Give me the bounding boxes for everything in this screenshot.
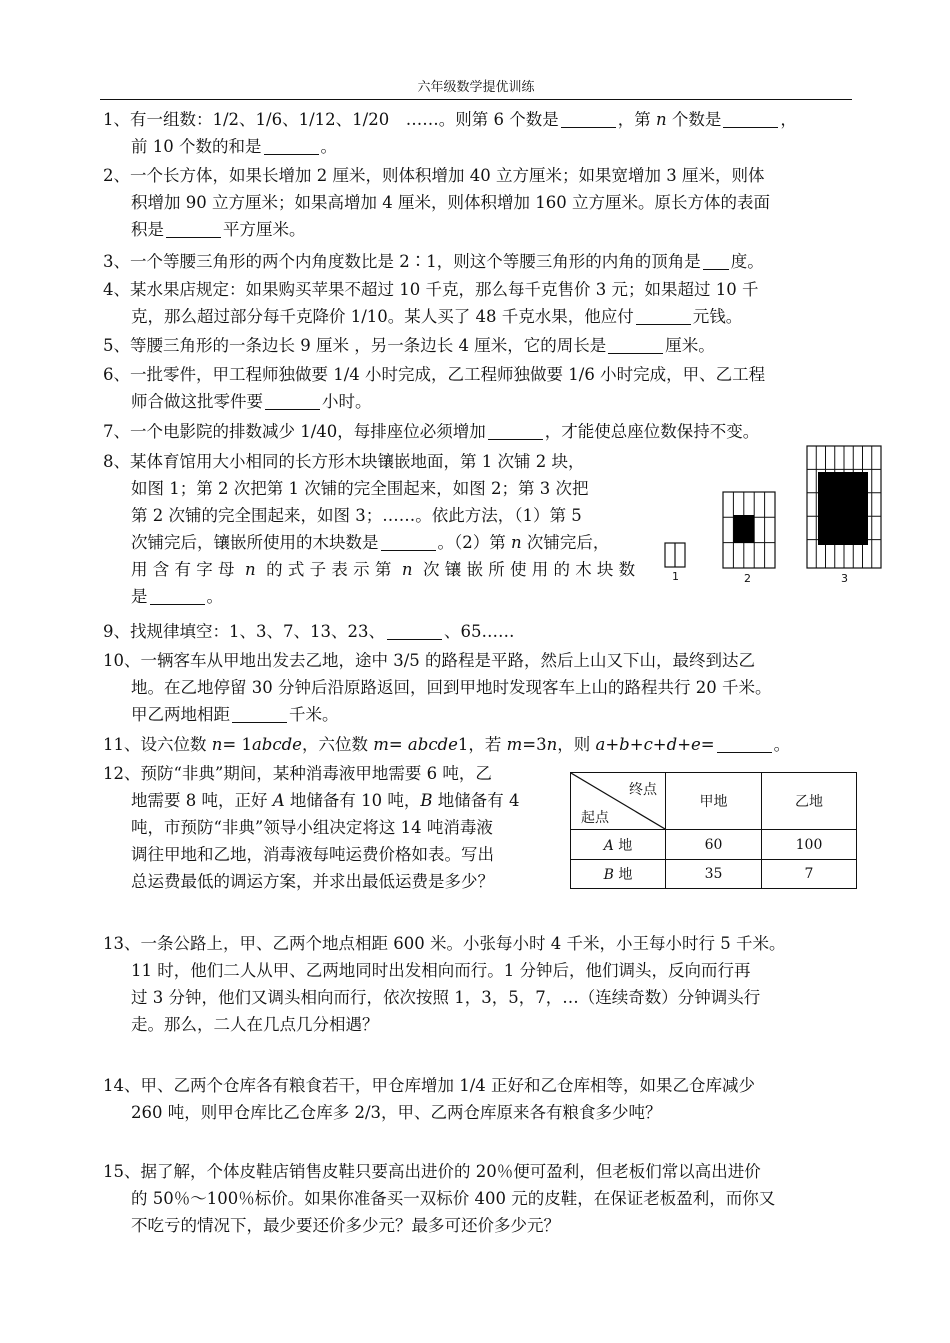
question-13: 13、一条公路上，甲、乙两个地点相距 600 米。小张每小时 4 千米，小王每小时行 5 千米。 11 时，他们二人从甲、乙两地同时出发相向而行。1 分钟后，他们调头，反向而行再 过 3 分钟，他们又调头相向而行，依次按照 1，3，5，7，…（连续奇数）分钟调头行 走。那么，二人在几点几分相遇？ [103, 934, 786, 1034]
table-row [571, 830, 857, 860]
answer-blank [150, 588, 205, 605]
table-header-row [571, 773, 857, 830]
answer-blank [264, 138, 319, 155]
answer-blank [717, 736, 772, 753]
tiling-figure-2 [722, 491, 776, 569]
question-14: 14、甲、乙两个仓库各有粮食若干，甲仓库增加 1/4 正好和乙仓库相等，如果乙仓库减少 260 吨，则甲仓库比乙仓库多 2/3，甲、乙两仓库原来各有粮食多少吨？ [103, 1076, 756, 1122]
header-rule [100, 99, 852, 100]
figure-3-label: 3 [841, 572, 848, 585]
answer-blank [232, 706, 287, 723]
table-cell: 35 [666, 860, 762, 889]
answer-blank [387, 623, 442, 640]
question-4: 4、某水果店规定：如果购买苹果不超过 10 千克，那么每千克售价 3 元；如果超过 10 千 克，那么超过部分每千克降价 1/10。某人买了 48 千克水果，他应付 元钱。 [103, 280, 759, 326]
column-header: 乙地 [762, 773, 857, 830]
table-corner-cell [571, 773, 666, 830]
question-15: 15、据了解，个体皮鞋店销售皮鞋只要高出进价的 20％便可盈利，但老板们常以高出进价 的 50％～100％标价。如果你准备买一双标价 400 元的皮鞋，在保证老板盈利，而你又 不吃亏的情况下，最少要还价多少元？最多可还价多少元？ [103, 1162, 776, 1235]
figure-1-label: 1 [672, 570, 679, 583]
row-header: A 地 [571, 830, 666, 860]
question-7: 7、一个电影院的排数减少 1/40，每排座位必须增加 ，才能使总座位数保持不变。 [103, 422, 760, 441]
corner-end-label: 终点 [629, 782, 657, 798]
question-8: 8、某体育馆用大小相同的长方形木块镶嵌地面，第 1 次铺 2 块， 如图 1；第 2 次把第 1 次铺的完全围起来，如图 2；第 3 次把 第 2 次铺的完全围起来，如图 3；……。依此方法，（1）第 5 次铺完后，镶嵌所使用的木块数是 。（2）第 n 次铺完后， 用 含 有 字 母 n 的 式 子 表 示 第 n 次 镶 嵌 所 使 用 的 木 块 数 是 。 [103, 452, 636, 606]
question-6: 6、一批零件，甲工程师独做要 1/4 小时完成，乙工程师独做要 1/6 小时完成，甲、乙工程 师合做这批零件要 小时。 [103, 365, 766, 411]
row-header: B 地 [571, 860, 666, 889]
table-cell: 60 [666, 830, 762, 860]
freight-cost-table [570, 772, 857, 889]
page-header: 六年级数学提优训练 [417, 80, 535, 95]
answer-blank [381, 534, 436, 551]
answer-blank [636, 308, 691, 325]
tiling-figure-3 [806, 445, 882, 569]
answer-blank [488, 423, 543, 440]
table-cell: 7 [762, 860, 857, 889]
answer-blank [608, 337, 663, 354]
answer-blank [166, 221, 221, 238]
question-11: 11、设六位数 n= 1abcde，六位数 m= abcde1，若 m=3n，则 a+b+c+d+e= 。 [103, 735, 791, 754]
question-12: 12、预防“非典”期间，某种消毒液甲地需要 6 吨，乙 地需要 8 吨，正好 A 地储备有 10 吨，B 地储备有 4 吨，市预防“非典”领导小组决定将这 14 吨消毒液 调往甲地和乙地，消毒液每吨运费价格如表。写出 总运费最低的调运方案，并求出最低运费是多少？ [103, 764, 520, 891]
answer-blank [703, 253, 729, 270]
tiling-figure-1 [664, 542, 686, 568]
question-5: 5、等腰三角形的一条边长 9 厘米 ，另一条边长 4 厘米，它的周长是 厘米。 [103, 336, 715, 355]
question-3: 3、一个等腰三角形的两个内角度数比是 2∶1，则这个等腰三角形的内角的顶角是 度。 [103, 252, 764, 271]
table-cell: 100 [762, 830, 857, 860]
corner-start-label: 起点 [581, 810, 609, 826]
question-9: 9、找规律填空：1、3、7、13、23、 、65…… [103, 622, 515, 641]
answer-blank [723, 111, 778, 128]
answer-blank [561, 111, 616, 128]
figure-2-label: 2 [744, 572, 751, 585]
answer-blank [265, 393, 320, 410]
question-2: 2、一个长方体，如果长增加 2 厘米，则体积增加 40 立方厘米；如果宽增加 3 厘米，则体 积增加 90 立方厘米；如果高增加 4 厘米，则体积增加 160 立方厘米。原长方体的表面 积是 平方厘米。 [103, 166, 770, 239]
table-row [571, 860, 857, 889]
column-header: 甲地 [666, 773, 762, 830]
question-10: 10、一辆客车从甲地出发去乙地，途中 3/5 的路程是平路，然后上山又下山，最终到达乙 地。在乙地停留 30 分钟后沿原路返回，回到甲地时发现客车上山的路程共行 20 千米。 甲乙两地相距 千米。 [103, 651, 772, 724]
question-1: 1、有一组数：1/2、1/6、1/12、1/20 ……。则第 6 个数是 ，第 n 个数是 ， 前 10 个数的和是 。 [103, 110, 797, 156]
